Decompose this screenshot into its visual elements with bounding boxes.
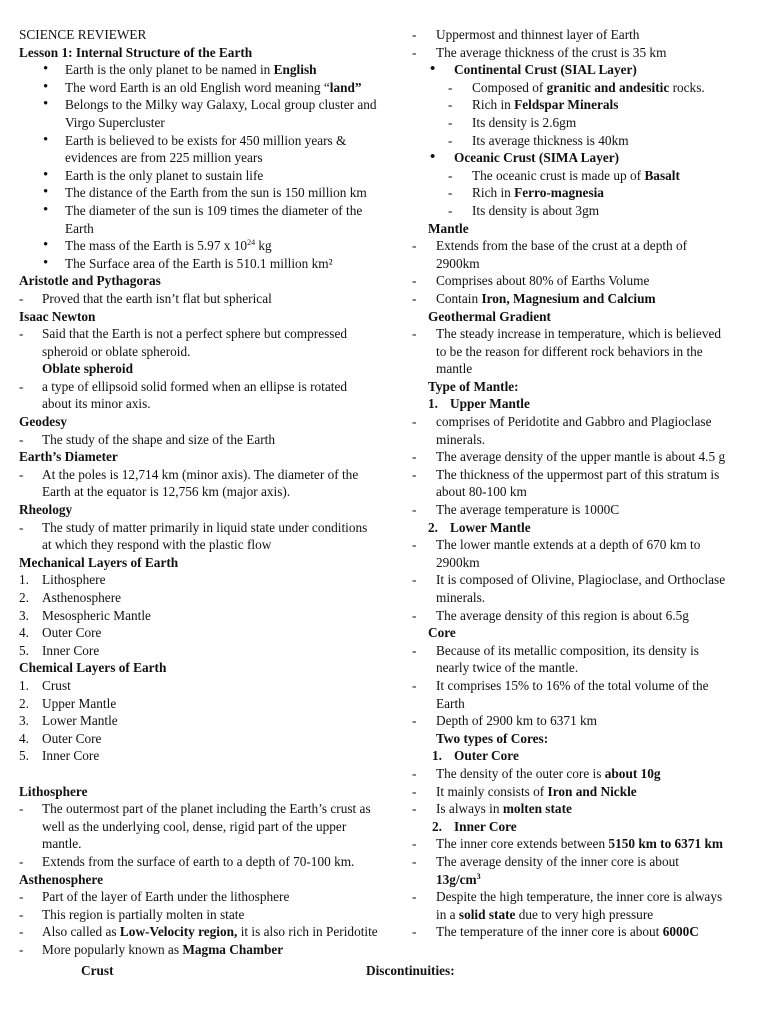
dash-icon: -: [412, 836, 417, 852]
list-item: - Contain Iron, Magnesium and Calcium: [412, 290, 656, 306]
dash-icon: -: [412, 502, 417, 518]
list-item: - The oceanic crust is made up of Basalt: [448, 167, 680, 183]
list-number: 3.: [19, 607, 29, 623]
dash-icon: -: [412, 642, 417, 658]
list-item: - Is always in molten state: [412, 801, 572, 817]
sub-heading: 1. Outer Core: [432, 748, 519, 764]
bullet-icon: •: [43, 254, 49, 271]
list-item-continuation: about its minor axis.: [42, 396, 151, 412]
bullet-icon: •: [43, 237, 49, 254]
section-heading: Type of Mantle:: [428, 378, 519, 394]
bullet-icon: •: [43, 78, 49, 95]
list-item: - The outermost part of the planet including the Earth’s crust as: [19, 801, 371, 817]
list-item: • Earth is the only planet to sustain life: [43, 166, 264, 183]
lesson-heading: Lesson 1: Internal Structure of the Earth: [19, 44, 253, 60]
dash-icon: -: [412, 537, 417, 553]
dash-icon: -: [19, 889, 24, 905]
list-number: 1.: [19, 677, 29, 693]
bullet-icon: •: [43, 201, 49, 218]
list-item-continuation: Earth: [65, 220, 94, 236]
dash-icon: -: [412, 290, 417, 306]
dash-icon: -: [19, 431, 24, 447]
list-item: - The average thickness of the crust is 35 km: [412, 44, 667, 60]
list-number: 4.: [19, 625, 29, 641]
dash-icon: -: [448, 97, 453, 113]
list-item: - The density of the outer core is about 10g: [412, 765, 661, 781]
dash-icon: -: [412, 449, 417, 465]
list-item: • The Surface area of the Earth is 510.1 million km²: [43, 254, 333, 271]
list-item-continuation: to be the reason for different rock behaviors in the: [436, 343, 703, 359]
section-heading: Lithosphere: [19, 783, 88, 799]
list-number: 4.: [19, 730, 29, 746]
list-item-continuation: Virgo Supercluster: [65, 114, 165, 130]
bullet-icon: •: [430, 149, 436, 166]
dash-icon: -: [448, 202, 453, 218]
list-item: - It comprises 15% to 16% of the total volume of the: [412, 677, 709, 693]
dash-icon: -: [412, 414, 417, 430]
left-column: [19, 26, 391, 958]
list-item: - At the poles is 12,714 km (minor axis). The diameter of the: [19, 466, 359, 482]
list-item: - Rich in Ferro-magnesia: [448, 185, 604, 201]
list-item: - It mainly consists of Iron and Nickle: [412, 783, 637, 799]
dash-icon: -: [412, 44, 417, 60]
dash-icon: -: [412, 466, 417, 482]
section-heading: Asthenosphere: [19, 871, 103, 887]
bullet-icon: •: [430, 61, 436, 78]
list-item: 1. Crust: [19, 677, 71, 693]
list-item-continuation: at which they respond with the plastic flow: [42, 537, 272, 553]
list-number: 2.: [19, 695, 29, 711]
dash-icon: -: [19, 466, 24, 482]
list-item: - Extends from the surface of earth to a depth of 70-100 km.: [19, 853, 355, 869]
dash-icon: -: [19, 801, 24, 817]
sub-heading: • Oceanic Crust (SIMA Layer): [430, 149, 620, 166]
section-heading: Aristotle and Pythagoras: [19, 273, 161, 289]
list-item: • The word Earth is an old English word meaning “land”: [43, 78, 362, 95]
dash-icon: -: [19, 290, 24, 306]
dash-icon: -: [412, 889, 417, 905]
dash-icon: -: [448, 132, 453, 148]
dash-icon: -: [412, 765, 417, 781]
list-item: - Proved that the earth isn’t flat but spherical: [19, 290, 272, 306]
dash-icon: -: [412, 572, 417, 588]
dash-icon: -: [412, 326, 417, 342]
list-item: - Its density is 2.6gm: [448, 114, 577, 130]
dash-icon: -: [412, 924, 417, 940]
list-item-continuation: 2900km: [436, 554, 480, 570]
list-item-continuation: mantle.: [42, 836, 82, 852]
list-item: - Also called as Low-Velocity region, it is also rich in Peridotite: [19, 924, 378, 940]
dash-icon: -: [19, 853, 24, 869]
list-item: - It is composed of Olivine, Plagioclase, and Orthoclase: [412, 572, 726, 588]
list-item: • The mass of the Earth is 5.97 x $10^{24}$ kg: [43, 237, 272, 254]
list-item: • The distance of the Earth from the sun is 150 million km: [43, 184, 367, 201]
intro-bullet-list: [19, 61, 391, 237]
list-item: - Its density is about 3gm: [448, 202, 600, 218]
list-item: - Because of its metallic composition, its density is: [412, 642, 699, 658]
list-number: 3.: [19, 713, 29, 729]
sub-heading: Oblate spheroid: [42, 361, 134, 377]
section-heading: Mantle: [428, 220, 469, 236]
list-item-continuation: minerals.: [436, 590, 486, 605]
list-item: - The average density of the inner core is about: [412, 853, 679, 869]
right-column: [412, 26, 750, 941]
list-item: - More popularly known as Magma Chamber: [19, 941, 284, 957]
list-item: - The thickness of the uppermost part of this stratum is: [412, 466, 720, 482]
list-item-continuation: about 80-100 km: [436, 484, 527, 500]
list-item-continuation: Earth: [436, 695, 465, 711]
list-item: - The study of the shape and size of the Earth: [19, 431, 275, 447]
list-item-continuation: in a solid state due to very high pressure: [436, 906, 654, 922]
list-item: - Said that the Earth is not a perfect sphere but compressed: [19, 326, 347, 342]
list-item: 2. Asthenosphere: [19, 590, 122, 605]
list-item: - The lower mantle extends at a depth of 670 km to: [412, 537, 701, 553]
list-item: - Its average thickness is 40km: [448, 132, 629, 148]
list-item: 3. Lower Mantle: [19, 713, 118, 729]
list-item-continuation: evidences are from 225 million years: [65, 150, 263, 166]
crust-heading: Crust: [81, 963, 114, 978]
section-heading: Isaac Newton: [19, 308, 96, 324]
list-item: - Comprises about 80% of Earths Volume: [412, 273, 650, 289]
list-item: • The diameter of the sun is 109 times the diameter of the: [43, 201, 363, 218]
list-item: 1. Lithosphere: [19, 572, 106, 588]
list-item: - The average density of this region is about 6.5g: [412, 607, 689, 623]
discontinuities-heading: Discontinuities:: [366, 963, 455, 978]
list-item: • Earth is believed to be exists for 450 million years &: [43, 131, 347, 148]
section-heading: Chemical Layers of Earth: [19, 660, 167, 676]
dash-icon: -: [448, 79, 453, 95]
bullet-icon: •: [43, 96, 49, 113]
sub-heading: Two types of Cores:: [436, 730, 549, 746]
section-heading: Geodesy: [19, 414, 68, 430]
dash-icon: -: [412, 783, 417, 799]
bullet-icon: •: [43, 61, 49, 78]
bullet-icon: •: [43, 131, 49, 148]
list-item: - The inner core extends between 5150 km to 6371 km: [412, 836, 723, 852]
chemical-layers-list: [19, 677, 391, 765]
list-number: 5.: [19, 748, 29, 764]
list-item: - Composed of granitic and andesitic rocks.: [448, 79, 705, 95]
list-number: 5.: [19, 642, 29, 658]
dash-icon: -: [448, 167, 453, 183]
list-item: 5. Inner Core: [19, 642, 100, 658]
section-heading: Earth’s Diameter: [19, 449, 118, 465]
list-item-continuation: Earth at the equator is 12,756 km (major axis).: [42, 484, 291, 500]
list-item: 3. Mesospheric Mantle: [19, 607, 151, 623]
section-heading: Mechanical Layers of Earth: [19, 554, 179, 570]
list-item: - Despite the high temperature, the inner core is always: [412, 889, 723, 905]
list-item: - Uppermost and thinnest layer of Earth: [412, 27, 640, 42]
dash-icon: -: [412, 801, 417, 817]
dash-icon: -: [19, 924, 24, 940]
dash-icon: -: [19, 941, 24, 957]
dash-icon: -: [412, 713, 417, 729]
sub-heading: 2. Inner Core: [432, 818, 517, 834]
bullet-icon: •: [43, 166, 49, 183]
list-item: - Depth of 2900 km to 6371 km: [412, 713, 598, 729]
list-item-continuation: mantle: [436, 361, 473, 377]
dash-icon: -: [412, 273, 417, 289]
dash-icon: -: [19, 326, 24, 342]
list-item-continuation: spheroid or oblate spheroid.: [42, 343, 191, 359]
section-heading: Geothermal Gradient: [428, 308, 551, 324]
dash-icon: -: [448, 185, 453, 201]
list-item: - This region is partially molten in state: [19, 906, 245, 922]
list-item-continuation: minerals.: [436, 431, 486, 447]
dash-icon: -: [19, 519, 24, 535]
bullet-icon: •: [43, 184, 49, 201]
list-item: 4. Outer Core: [19, 730, 102, 746]
section-heading: Core: [428, 625, 456, 641]
sub-heading: • Continental Crust (SIAL Layer): [430, 61, 637, 78]
list-item: • Earth is the only planet to be named in English: [43, 61, 317, 78]
list-number: 1.: [19, 572, 29, 588]
spacer: [19, 765, 391, 783]
dash-icon: -: [19, 906, 24, 922]
list-item: - Extends from the base of the crust at a depth of: [412, 238, 688, 254]
section-heading: Rheology: [19, 502, 73, 518]
list-item: - The study of matter primarily in liquid state under conditions: [19, 519, 368, 535]
list-item: - comprises of Peridotite and Gabbro and Plagioclase: [412, 414, 712, 430]
list-item: - Part of the layer of Earth under the lithosphere: [19, 889, 290, 905]
dash-icon: -: [448, 114, 453, 130]
list-item: - The steady increase in temperature, which is believed: [412, 326, 722, 342]
dash-icon: -: [412, 677, 417, 693]
dash-icon: -: [412, 853, 417, 869]
list-item: 4. Outer Core: [19, 625, 102, 641]
list-item: - a type of ellipsoid solid formed when an ellipse is rotated: [19, 378, 348, 394]
dash-icon: -: [19, 378, 24, 394]
list-item: 5. Inner Core: [19, 748, 100, 764]
list-item-continuation: well as the underlying cool, dense, rigid part of the upper: [42, 818, 347, 834]
list-item: - The average temperature is 1000C: [412, 502, 620, 518]
list-item: 2. Upper Mantle: [19, 695, 117, 711]
dash-icon: -: [412, 238, 417, 254]
list-item: - Rich in Feldspar Minerals: [448, 97, 619, 113]
list-item: - The average density of the upper mantle is about 4.5 g: [412, 449, 726, 465]
page-title: SCIENCE REVIEWER: [19, 27, 147, 42]
list-item: • Belongs to the Milky way Galaxy, Local group cluster and: [43, 96, 377, 113]
mechanical-layers-list: [19, 571, 391, 659]
sub-heading: 1. Upper Mantle: [428, 396, 530, 412]
dash-icon: -: [412, 27, 417, 42]
sub-heading: 2. Lower Mantle: [428, 519, 531, 535]
dash-icon: -: [412, 607, 417, 623]
list-number: 2.: [19, 590, 29, 605]
list-item-continuation: nearly twice of the mantle.: [436, 660, 579, 676]
list-item-continuation: $13g/cm^3$: [436, 871, 481, 887]
list-item-continuation: 2900km: [436, 255, 480, 271]
list-item: - The temperature of the inner core is about 6000C: [412, 924, 699, 940]
